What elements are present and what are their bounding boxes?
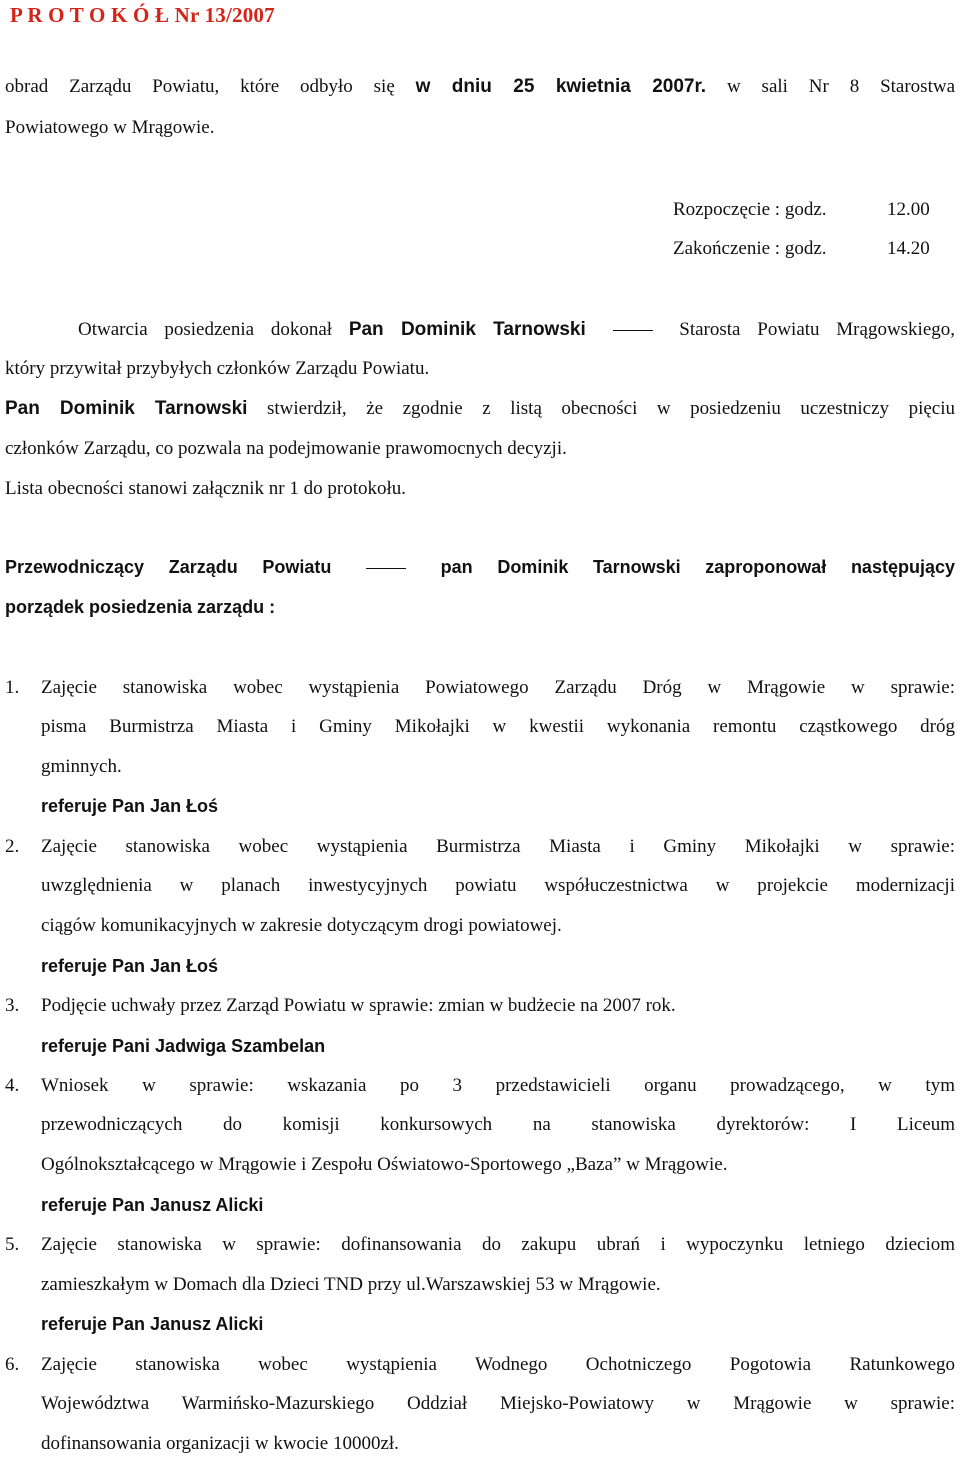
agenda-item-5-presenter: referuje Pan Janusz Alicki — [41, 1314, 264, 1334]
agenda-item-1-line-1: Zajęcie stanowiska wobec wystąpienia Powiatowego Zarządu Dróg w Mrągowie w sprawie: — [41, 677, 955, 698]
proposal-line-1 — [5, 557, 955, 578]
opening-line-2: który przywitał przybyłych członków Zarządu Powiatu. — [5, 358, 430, 379]
attendance-note: Lista obecności stanowi załącznik nr 1 do protokołu. — [5, 478, 407, 499]
quorum-line-2: członków Zarządu, co pozwala na podejmowanie prawomocnych decyzji. — [5, 438, 567, 459]
agenda-item-1-line-3: gminnych. — [41, 756, 122, 777]
proposal-text-b: pan Dominik Tarnowski zaproponował następujący — [440, 557, 955, 577]
agenda-item-number: 2. — [5, 836, 20, 857]
agenda-item-2-line-2: uwzględnienia w planach inwestycyjnych powiatu współuczestnictwa w projekcie modernizacji — [41, 875, 955, 896]
proposal-text-a: Przewodniczący Zarządu Powiatu — [5, 557, 332, 577]
agenda-item-1-line-2: pisma Burmistrza Miasta i Gminy Mikołajki w kwestii wykonania remontu cząstkowego dróg — [41, 716, 955, 737]
agenda-item-3-presenter: referuje Pani Jadwiga Szambelan — [41, 1036, 326, 1056]
intro-line-1 — [5, 76, 955, 98]
agenda-item-5-line-1: Zajęcie stanowiska w sprawie: dofinansowania do zakupu ubrań i wypoczynku letniego dzieciom — [41, 1234, 955, 1255]
end-time-value: 14.20 — [887, 238, 930, 259]
agenda-item-number: 4. — [5, 1075, 20, 1096]
agenda-item-6-line-3: dofinansowania organizacji w kwocie 10000zł. — [41, 1433, 399, 1454]
quorum-chairman-name: Pan Dominik Tarnowski — [5, 398, 248, 419]
chairman-name: Pan Dominik Tarnowski — [348, 319, 586, 340]
quorum-text: stwierdził, że zgodnie z listą obecności w posiedzeniu uczestniczy pięciu — [267, 398, 955, 419]
end-time-label: Zakończenie : godz. — [673, 238, 827, 259]
dash-separator — [613, 330, 653, 331]
agenda-item-6-line-2: Województwa Warmińsko-Mazurskiego Oddział Miejsko-Powiatowy w Mrągowie w sprawie: — [41, 1393, 955, 1414]
start-time-label: Rozpoczęcie : godz. — [673, 199, 827, 220]
intro-line-2: Powiatowego w Mrągowie. — [5, 117, 215, 138]
quorum-line-1 — [5, 398, 955, 420]
agenda-item-5-line-2: zamieszkałym w Domach dla Dzieci TND przy ul.Warszawskiej 53 w Mrągowie. — [41, 1274, 661, 1295]
meeting-date: w dniu 25 kwietnia 2007r. — [415, 76, 707, 97]
agenda-item-number: 5. — [5, 1234, 20, 1255]
agenda-item-number: 3. — [5, 995, 20, 1016]
opening-text-a: Otwarcia posiedzenia dokonał — [78, 319, 333, 340]
agenda-item-4-line-1: Wniosek w sprawie: wskazania po 3 przedstawicieli organu prowadzącego, w tym — [41, 1075, 955, 1096]
dash-separator-2 — [366, 568, 406, 569]
agenda-item-number: 1. — [5, 677, 20, 698]
agenda-item-1-presenter: referuje Pan Jan Łoś — [41, 796, 219, 816]
agenda-item-6-line-1: Zajęcie stanowiska wobec wystąpienia Wodnego Ochotniczego Pogotowia Ratunkowego — [41, 1354, 955, 1375]
intro-text-a: obrad Zarządu Powiatu, które odbyło się — [5, 76, 395, 97]
opening-line-1 — [78, 319, 955, 341]
agenda-item-4-line-2: przewodniczących do komisji konkursowych na stanowiska dyrektorów: I Liceum — [41, 1114, 955, 1135]
agenda-item-3-line-1: Podjęcie uchwały przez Zarząd Powiatu w sprawie: zmian w budżecie na 2007 rok. — [41, 995, 676, 1016]
proposal-line-2: porządek posiedzenia zarządu : — [5, 597, 276, 617]
protocol-title: P R O T O K Ó Ł Nr 13/2007 — [10, 3, 275, 27]
agenda-item-4-line-3: Ogólnokształcącego w Mrągowie i Zespołu Oświatowo-Sportowego „Baza” w Mrągowie. — [41, 1154, 728, 1175]
opening-text-c: Starosta Powiatu Mrągowskiego, — [679, 319, 956, 340]
start-time-value: 12.00 — [887, 199, 930, 220]
intro-text-c: w sali Nr 8 Starostwa — [726, 76, 956, 97]
agenda-item-number: 6. — [5, 1354, 20, 1375]
agenda-item-2-line-3: ciągów komunikacyjnych w zakresie dotyczącym drogi powiatowej. — [41, 915, 562, 936]
agenda-item-2-presenter: referuje Pan Jan Łoś — [41, 956, 219, 976]
agenda-item-4-presenter: referuje Pan Janusz Alicki — [41, 1195, 264, 1215]
agenda-item-2-line-1: Zajęcie stanowiska wobec wystąpienia Burmistrza Miasta i Gminy Mikołajki w sprawie: — [41, 836, 955, 857]
